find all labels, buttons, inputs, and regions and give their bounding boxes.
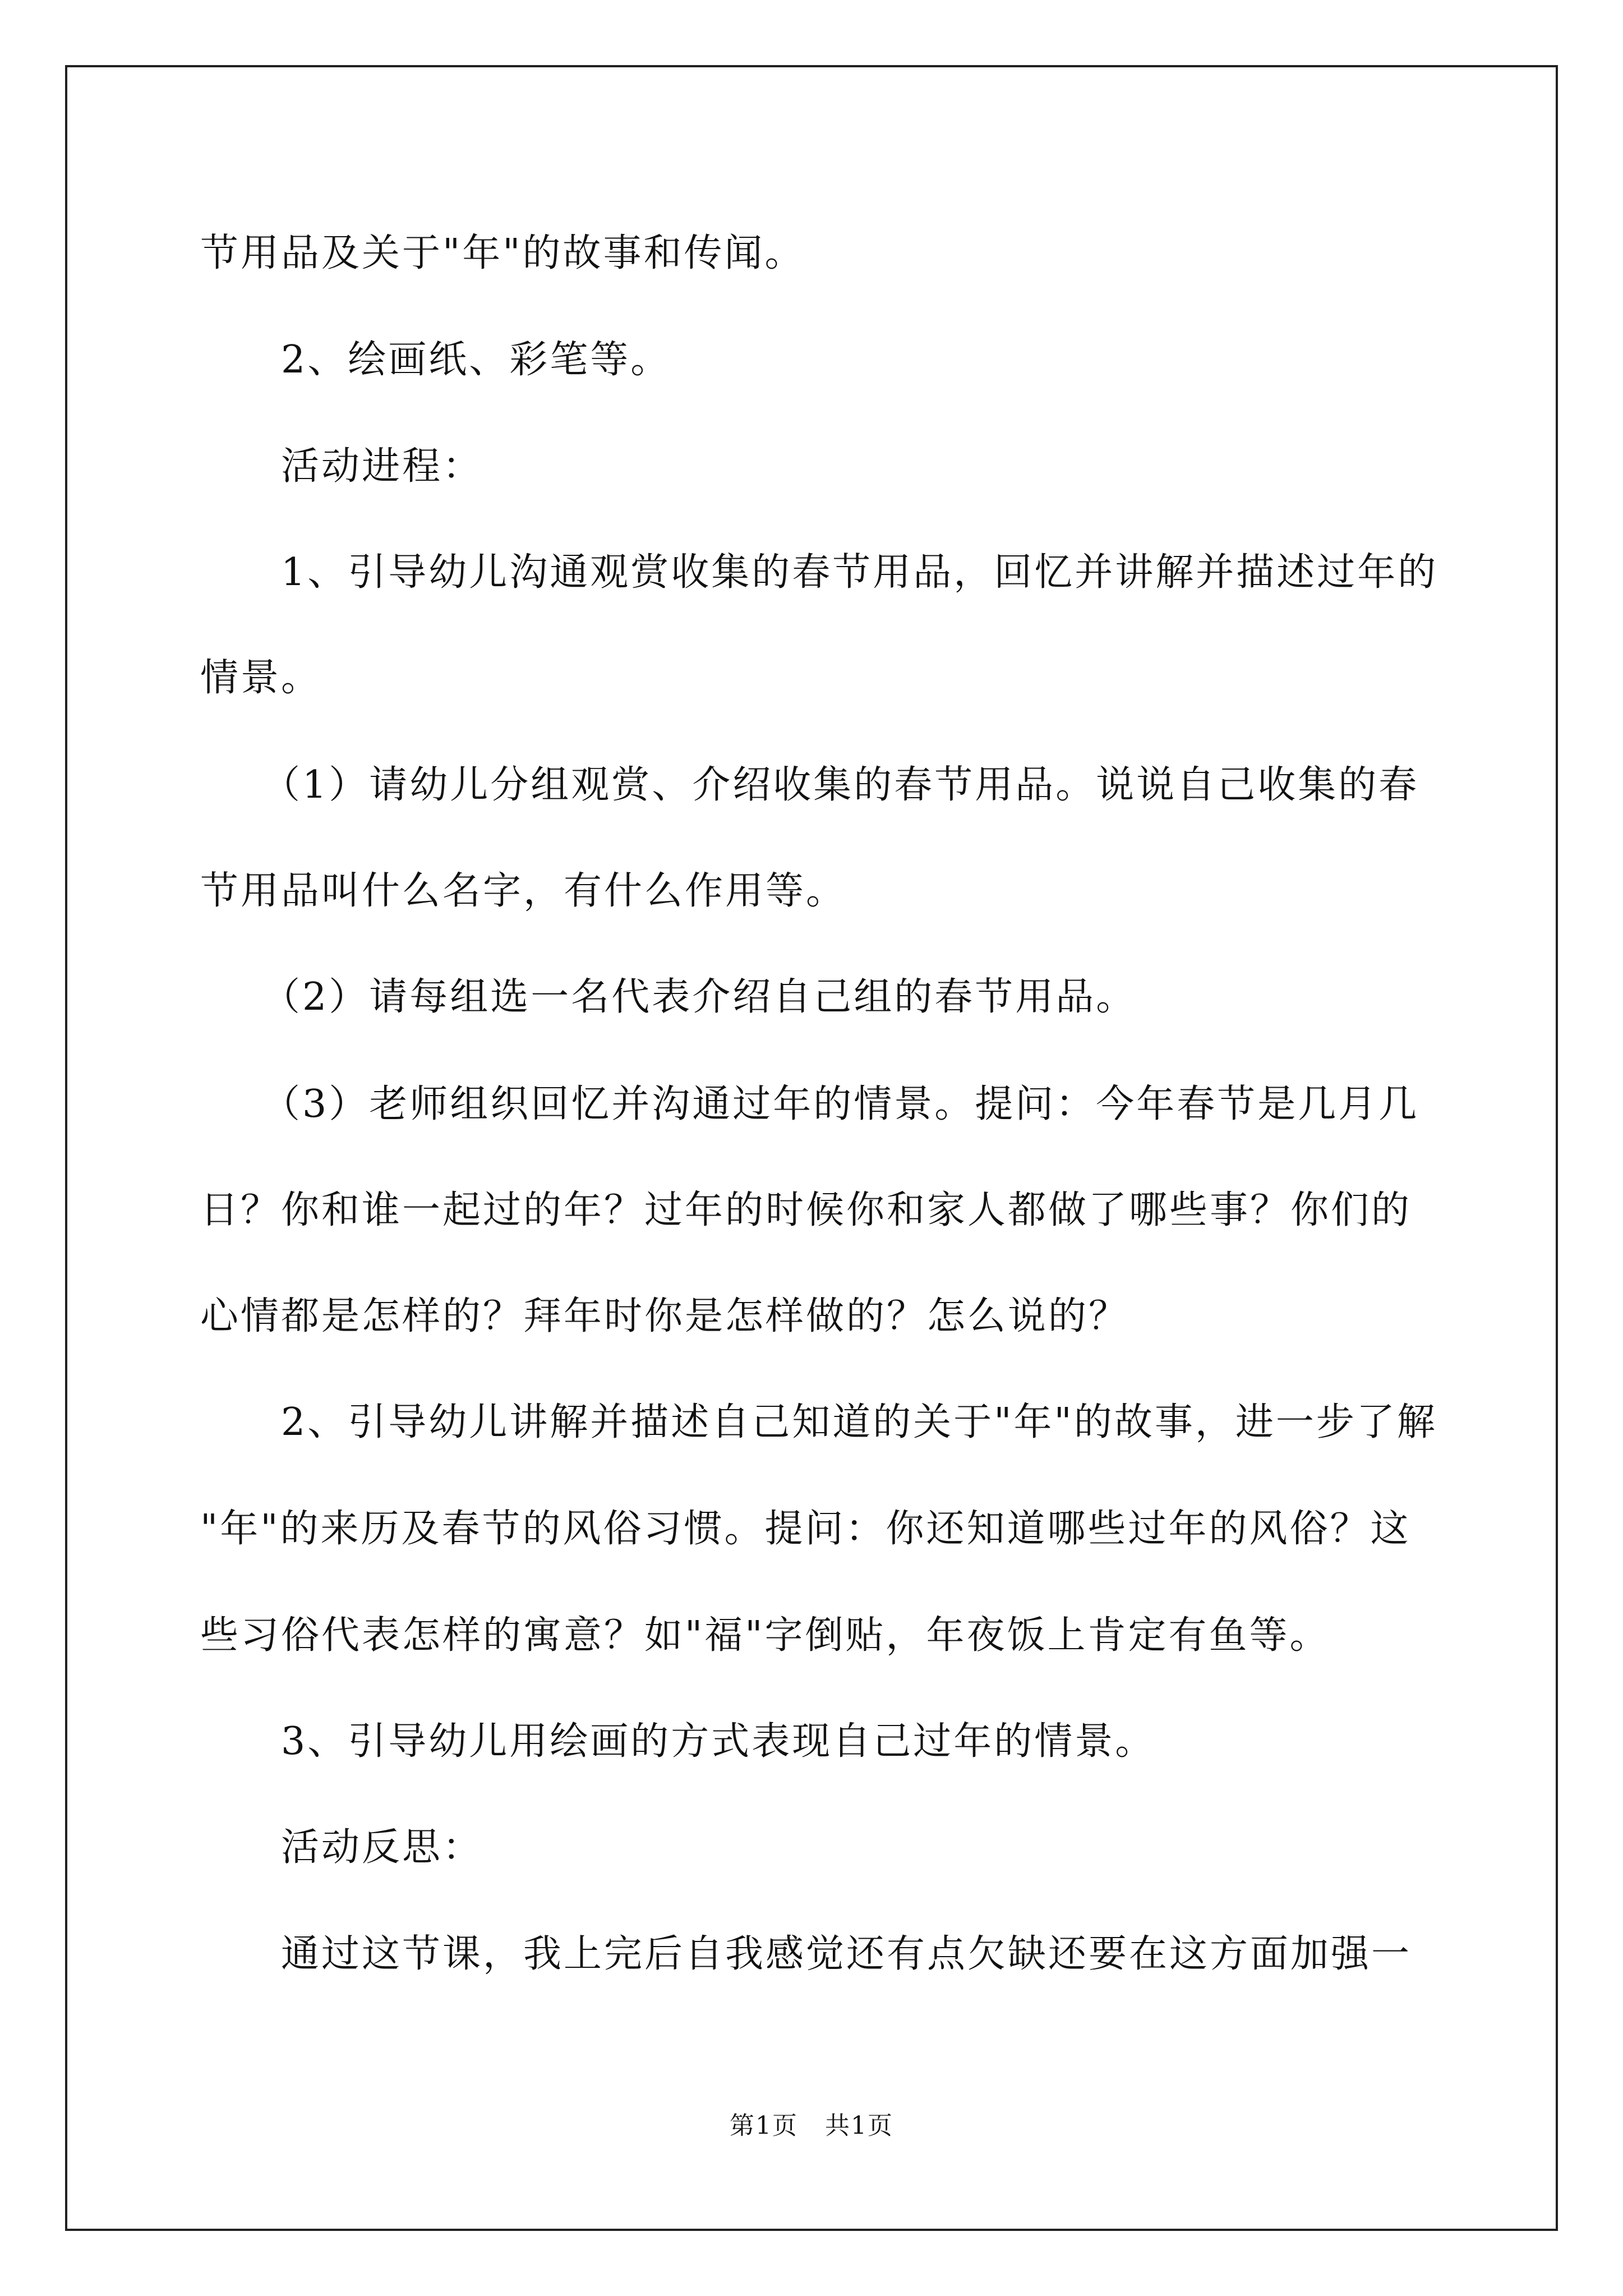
text-line-2: 2、绘画纸、彩笔等。 <box>200 338 671 382</box>
text-line-9: （3）老师组织回忆并沟通过年的情景。提问：今年春节是几月几 <box>200 1082 1419 1126</box>
text-line-16: 活动反思： <box>200 1825 483 1870</box>
text-line-4: 1、引导幼儿沟通观赏收集的春节用品，回忆并讲解并描述过年的 <box>200 550 1438 595</box>
page-number: 第1页 <box>730 2111 798 2140</box>
text-line-10: 日？你和谁一起过的年？过年的时候你和家人都做了哪些事？你们的 <box>200 1188 1412 1232</box>
text-line-6: （1）请幼儿分组观赏、介绍收集的春节用品。说说自己收集的春 <box>200 763 1419 807</box>
text-line-1: 节用品及关于"年"的故事和传闻。 <box>200 231 805 275</box>
text-line-17: 通过这节课，我上完后自我感觉还有点欠缺还要在这方面加强一 <box>200 1932 1412 1976</box>
text-line-13: "年"的来历及春节的风俗习惯。提问：你还知道哪些过年的风俗？这 <box>200 1507 1411 1551</box>
text-line-3: 活动进程： <box>200 444 483 489</box>
text-line-14: 些习俗代表怎样的寓意？如"福"字倒贴，年夜饭上肯定有鱼等。 <box>200 1613 1330 1658</box>
page-footer <box>0 2105 1623 2141</box>
text-line-15: 3、引导幼儿用绘画的方式表现自己过年的情景。 <box>200 1719 1156 1764</box>
text-line-11: 心情都是怎样的？拜年时你是怎样做的？怎么说的？ <box>200 1294 1129 1338</box>
text-line-5: 情景。 <box>200 656 322 700</box>
text-line-8: （2）请每组选一名代表介绍自己组的春节用品。 <box>200 975 1137 1019</box>
text-line-12: 2、引导幼儿讲解并描述自己知道的关于"年"的故事，进一步了解 <box>200 1400 1437 1444</box>
page-border <box>65 65 1558 2231</box>
page-total: 共1页 <box>825 2111 893 2140</box>
text-line-7: 节用品叫什么名字，有什么作用等。 <box>200 869 847 913</box>
